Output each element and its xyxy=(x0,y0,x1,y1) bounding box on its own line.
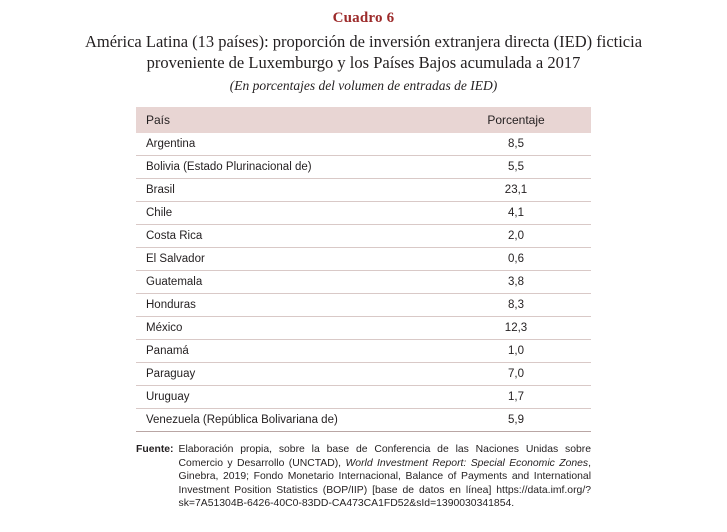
table-row xyxy=(136,317,591,340)
cell-percentage: 1,0 xyxy=(441,340,591,363)
source-text xyxy=(179,443,591,511)
cell-country: Bolivia (Estado Plurinacional de) xyxy=(136,156,441,179)
table-header-row xyxy=(136,107,591,133)
cell-country: Chile xyxy=(136,202,441,225)
table-row xyxy=(136,271,591,294)
cell-country: Panamá xyxy=(136,340,441,363)
cell-percentage: 0,6 xyxy=(441,248,591,271)
source-text-italic: World Investment Report: Special Economic Zones xyxy=(345,457,589,469)
page-subtitle: América Latina (13 países): proporción de inversión extranjera directa (IED) ficticia proveniente de Luxemburgo y los Países Bajos acumulada a 2017 xyxy=(84,32,643,72)
table-body xyxy=(136,133,591,432)
cell-percentage: 12,3 xyxy=(441,317,591,340)
table-row xyxy=(136,363,591,386)
table-row xyxy=(136,225,591,248)
source-text-part2: , Ginebra, 2019; Fondo Monetario Internacional, Balance of Payments and International Investment Position Statistics (BOP/IIP) [base de datos en línea] https://data.imf.org/?sk=7A51304B-6426-40C0-83DD-CA473CA1FD52&sId=1390030341854. xyxy=(178,457,591,510)
cell-percentage: 23,1 xyxy=(441,179,591,202)
table-row xyxy=(136,179,591,202)
cell-country: Argentina xyxy=(136,133,441,156)
cell-percentage: 7,0 xyxy=(441,363,591,386)
table-row xyxy=(136,156,591,179)
cell-percentage: 3,8 xyxy=(441,271,591,294)
cell-percentage: 8,3 xyxy=(441,294,591,317)
table-row xyxy=(136,409,591,432)
document-page xyxy=(0,10,727,532)
table-row xyxy=(136,340,591,363)
source-text-part1: Elaboración propia, sobre la base de Conferencia de las Naciones Unidas sobre Comercio y Desarrollo (UNCTAD), xyxy=(178,444,591,469)
cell-percentage: 2,0 xyxy=(441,225,591,248)
cell-country: México xyxy=(136,317,441,340)
data-table-container xyxy=(136,107,591,432)
table-header xyxy=(136,107,591,133)
cell-percentage: 5,9 xyxy=(441,409,591,432)
cell-country: Venezuela (República Bolivariana de) xyxy=(136,409,441,432)
cell-percentage: 8,5 xyxy=(441,133,591,156)
cell-percentage: 5,5 xyxy=(441,156,591,179)
table-row xyxy=(136,248,591,271)
data-table xyxy=(136,107,591,432)
table-row xyxy=(136,294,591,317)
source-label: Fuente: xyxy=(136,444,174,455)
page-title: Cuadro 6 xyxy=(332,10,395,26)
table-row xyxy=(136,386,591,409)
cell-percentage: 1,7 xyxy=(441,386,591,409)
cell-country: Guatemala xyxy=(136,271,441,294)
source-note xyxy=(136,443,591,511)
cell-country: Uruguay xyxy=(136,386,441,409)
cell-country: Brasil xyxy=(136,179,441,202)
cell-country: Costa Rica xyxy=(136,225,441,248)
cell-country: El Salvador xyxy=(136,248,441,271)
cell-percentage: 4,1 xyxy=(441,202,591,225)
column-header-percentage: Porcentaje xyxy=(441,107,591,133)
table-row xyxy=(136,133,591,156)
column-header-country: País xyxy=(136,107,441,133)
cell-country: Paraguay xyxy=(136,363,441,386)
cell-country: Honduras xyxy=(136,294,441,317)
page-units-note: (En porcentajes del volumen de entradas de IED) xyxy=(229,78,498,93)
table-row xyxy=(136,202,591,225)
